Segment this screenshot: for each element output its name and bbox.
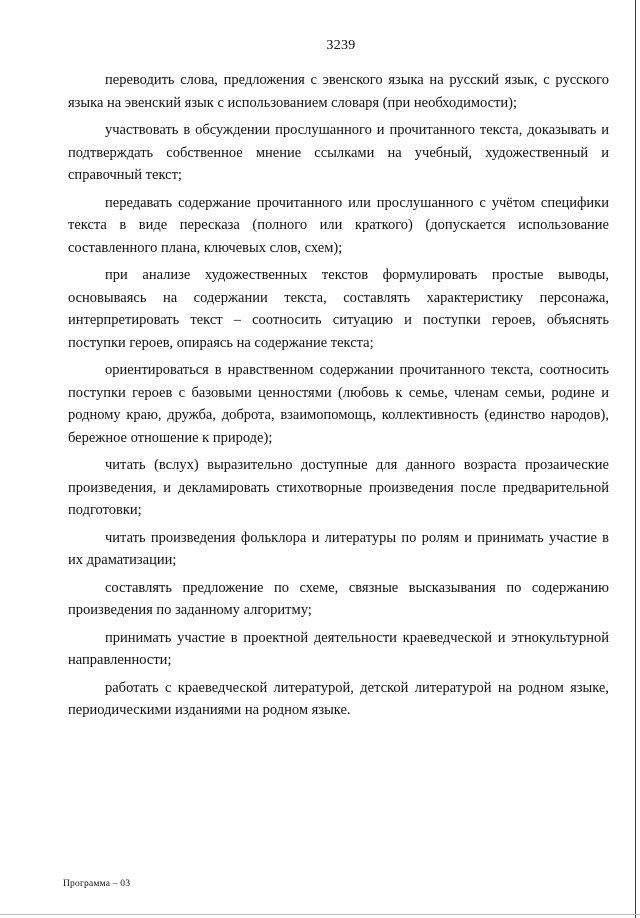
page-edge-right: [635, 0, 636, 918]
paragraph: при анализе художественных текстов формулировать простые выводы, основываясь на содержании текста, составлять характеристику персонажа, интерпретировать текст – соотносить ситуацию и поступки героев, объяснять поступки героев, опираясь на содержание текста;: [68, 267, 609, 351]
page-edge-bottom: [0, 914, 640, 915]
page-number: 3239: [326, 38, 356, 53]
paragraph: переводить слова, предложения с эвенского языка на русский язык, с русского языка на эвенский язык с использованием словаря (при необходимости);: [68, 72, 609, 111]
paragraph: принимать участие в проектной деятельности краеведческой и этнокультурной направленности;: [68, 629, 609, 668]
paragraph: составлять предложение по схеме, связные высказывания по содержанию произведения по заданному алгоритму;: [68, 579, 609, 618]
footer-label: Программа – 03: [63, 879, 131, 889]
paragraph: работать с краеведческой литературой, детской литературой на родном языке, периодическими изданиями на родном языке.: [68, 679, 609, 718]
paragraph: передавать содержание прочитанного или прослушанного с учётом специфики текста в виде пересказа (полного или краткого) (допускается использование составленного плана, ключевых слов, схем);: [68, 194, 609, 256]
paragraph: участвовать в обсуждении прослушанного и прочитанного текста, доказывать и подтверждать собственное мнение ссылками на учебный, художественный и справочный текст;: [68, 122, 609, 183]
document-body: [68, 69, 609, 727]
paragraph: читать (вслух) выразительно доступные для данного возраста прозаические произведения, и декламировать стихотворные произведения после предварительной подготовки;: [68, 457, 609, 518]
paragraph: ориентироваться в нравственном содержании прочитанного текста, соотносить поступки героев с базовыми ценностями (любовь к семье, членам семьи, родине и родному краю, дружба, доброта, взаимопомощь, коллективность (единство народов), бережное отношение к природе);: [68, 362, 609, 446]
paragraph: читать произведения фольклора и литературы по ролям и принимать участие в их драматизации;: [68, 529, 609, 568]
